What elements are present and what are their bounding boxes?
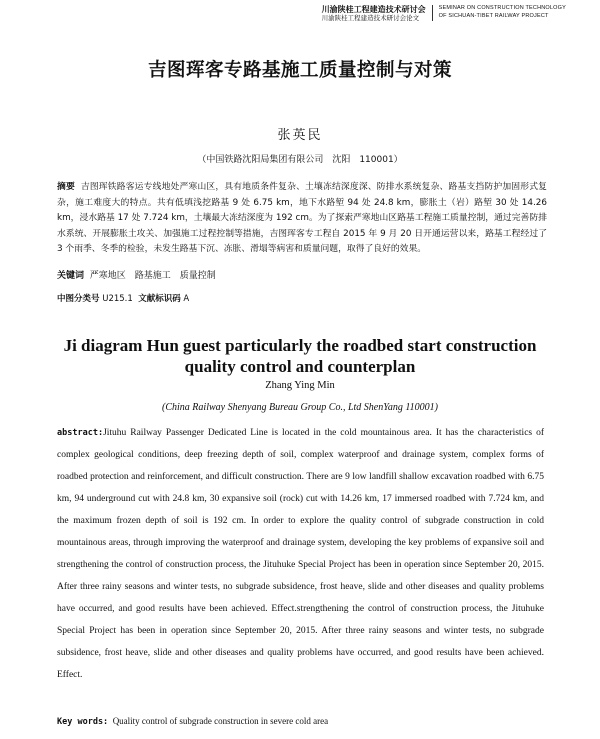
author-cn: 张英民 — [277, 128, 323, 143]
page-header — [322, 5, 566, 23]
abstract-en-label: abstract: — [57, 428, 104, 438]
header-cn-subtitle: 川渝陕桂工程建造技术研讨会论文 — [321, 14, 420, 22]
keywords-en-text: Quality control of subgrade construction in severe cold area — [112, 716, 329, 726]
classification-label: 中图分类号 — [57, 294, 100, 304]
header-en-line1: SEMINAR ON CONSTRUCTION TECHNOLOGY — [438, 5, 566, 11]
keywords-cn-label: 关键词 — [57, 271, 85, 281]
abstract-en-text: Jituhu Railway Passenger Dedicated Line is located in the cold mountainous area. It has the characteristics of complex geological conditions, deep freezing depth of soil, complex waterproof and drainage system, complex forms of roadbed protection and reinforcement, and difficult construction. There are 9 low landfill shallow excavation roadbed with 6.75 km, 94 underground cut with 24.8 km, 30 expansive soil (rock) cut with 14.26 km, 17 immersed roadbed with 7.724 km, and the maximum frozen depth of soil is 192 cm. In order to explore the quality control of subgrade construction in cold mountainous areas, through improving the waterproof and drainage system, developing the key problems of expansive soil and strengthening the control of construction process, the Jituhuke Special Project has been in operation since September 20, 2015. After three rainy seasons and winter tests, no subgrade subsidence, frost heave, slide and other diseases and quality problems have occurred, and good results have been achieved. Effect.strengthening the control of construction process, the Jituhuke Special Project has been in operation since September 20, 2015. After three rainy seasons and winter tests, no subgrade subsidence, frost heave, slide and other diseases and quality problems have occurred, and good results have been achieved. Effect. — [57, 428, 544, 680]
abstract-cn — [57, 180, 547, 258]
affiliation-en: (China Railway Shenyang Bureau Group Co., Ltd ShenYang 110001) — [162, 402, 438, 413]
header-divider — [432, 5, 433, 21]
keywords-cn-text: 严寒地区 路基施工 质量控制 — [89, 271, 216, 281]
header-en — [439, 5, 566, 20]
author-en: Zhang Ying Min — [265, 380, 335, 391]
paper-title-en: Ji diagram Hun guest particularly the roadbed start construction quality control and counterplan — [63, 336, 537, 376]
affiliation-cn: （中国铁路沈阳局集团有限公司 沈阳 110001） — [197, 155, 403, 165]
header-cn — [322, 5, 426, 23]
classification-cn — [57, 292, 189, 304]
doc-id-label: 文献标识码 — [138, 294, 181, 304]
header-en-line2: OF SICHUAN-TIBET RAILWAY PROJECT — [438, 12, 549, 19]
keywords-en — [57, 716, 328, 727]
abstract-cn-text: 吉图珲铁路客运专线地处严寒山区，具有地质条件复杂、土壤冻结深度深、防排水系统复杂、路基支挡防护加固形式复杂，施工难度大的特点。共有低填浅挖路基 9 处 6.75 km，地下水路堑 94 处 24.8 km，膨胀土（岩）路堑 30 处 14.26 km，浸水路基 17 处 7.724 km，土壤最大冻结深度为 192 cm。为了探索严寒地山区路基工程施工质量控制，通过完善防排水系统、开展膨胀土攻关、加强施工过程控制等措施，吉图珲客专工程自 2015 年 9 月 20 日开通运营以来，路基工程经过了 3 个雨季、冬季的检验，未发生路基下沉、冻胀、滑塌等病害和质量问题，取得了良好的效果。 — [57, 182, 547, 254]
keywords-en-label: Key words: — [57, 717, 109, 727]
abstract-en — [57, 422, 544, 686]
header-cn-title: 川渝陕桂工程建造技术研讨会 — [321, 5, 426, 14]
paper-title-cn: 吉图珲客专路基施工质量控制与对策 — [147, 60, 452, 81]
doc-id-code: A — [183, 294, 190, 304]
classification-code: U215.1 — [102, 294, 133, 304]
abstract-cn-label: 摘要 — [57, 182, 75, 192]
keywords-cn — [57, 268, 216, 281]
